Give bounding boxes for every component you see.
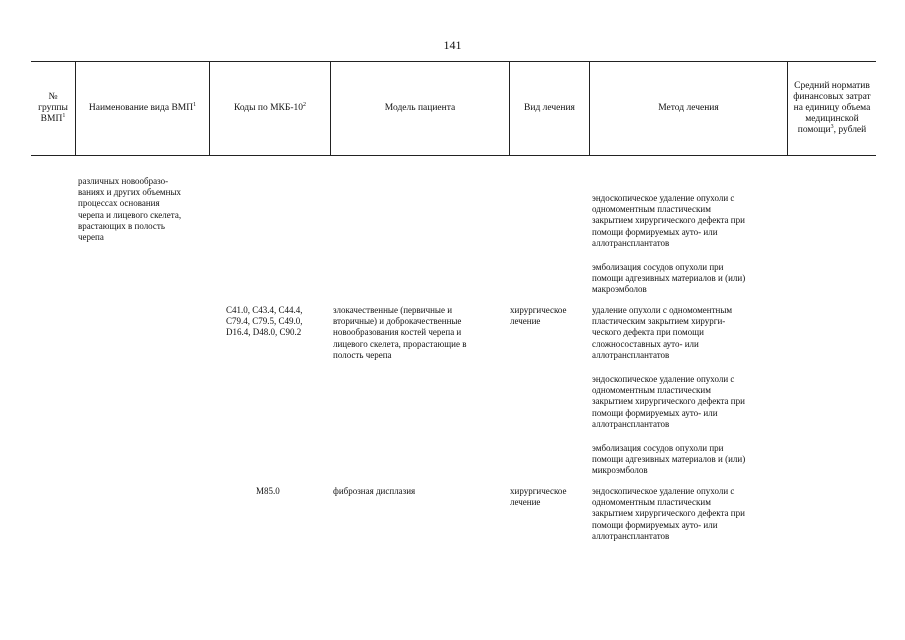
name-continued: различных новообразо- ваниях и других объемных процессах основания черепа и лицевого скелета, врастающих в полость черепа <box>78 176 182 243</box>
header-name: Наименование вида ВМП$^1$ <box>88 101 197 113</box>
header-treatment: Вид лечения <box>524 103 575 113</box>
method-cell: эмболизация сосудов опухоли при помощи адгезивных материалов и (или) микроэмболов <box>592 443 746 476</box>
method-cell: эндоскопическое удаление опухоли с одномоментным пластическим закрытием хирургического дефекта при помощи формируемых ауто- или аллотрансплантатов <box>592 486 745 541</box>
page-number: 141 <box>443 38 462 52</box>
header-codes: Коды по МКБ-$10^2$ <box>233 101 307 113</box>
method-cell: эндоскопическое удаление опухоли с одномоментным пластическим закрытием хирургического дефекта при помощи формируемых ауто- или аллотрансплантатов <box>592 193 745 248</box>
method-cell: эмболизация сосудов опухоли при помощи адгезивных материалов и (или) макроэмболов <box>592 262 746 295</box>
method-cell: эндоскопическое удаление опухоли с одномоментным пластическим закрытием хирургического дефекта при помощи формируемых ауто- или аллотрансплантатов <box>592 374 745 429</box>
table-header-bottom-border <box>31 155 876 156</box>
method-cell: удаление опухоли с одномоментным пластическим закрытием хирурги- ческого дефекта при помощи сложносоставных ауто- или аллотрансплантатов <box>592 305 733 360</box>
model-cell: злокачественные (первичные и вторичные) и доброкачественные новообразования костей черепа и лицевого скелета, прорастающие в полость черепа <box>333 305 467 360</box>
header-group-no: № группы ВМП$^1$ <box>38 92 68 124</box>
codes-cell: C41.0, C43.4, C44.4, C79.4, C79.5, C49.0, D16.4, D48.0, C90.2 <box>226 305 303 338</box>
treatment-cell: хирургическое лечение <box>510 305 567 327</box>
codes-cell: M85.0 <box>256 486 280 496</box>
treatment-cell: хирургическое лечение <box>510 486 567 508</box>
header-norm: Средний норматив финансовых затрат на единицу объема медицинской помощи$^3$, рублей <box>793 81 871 135</box>
header-method: Метод лечения <box>658 103 719 113</box>
header-model: Модель пациента <box>384 103 456 113</box>
model-cell: фиброзная дисплазия <box>333 486 416 496</box>
